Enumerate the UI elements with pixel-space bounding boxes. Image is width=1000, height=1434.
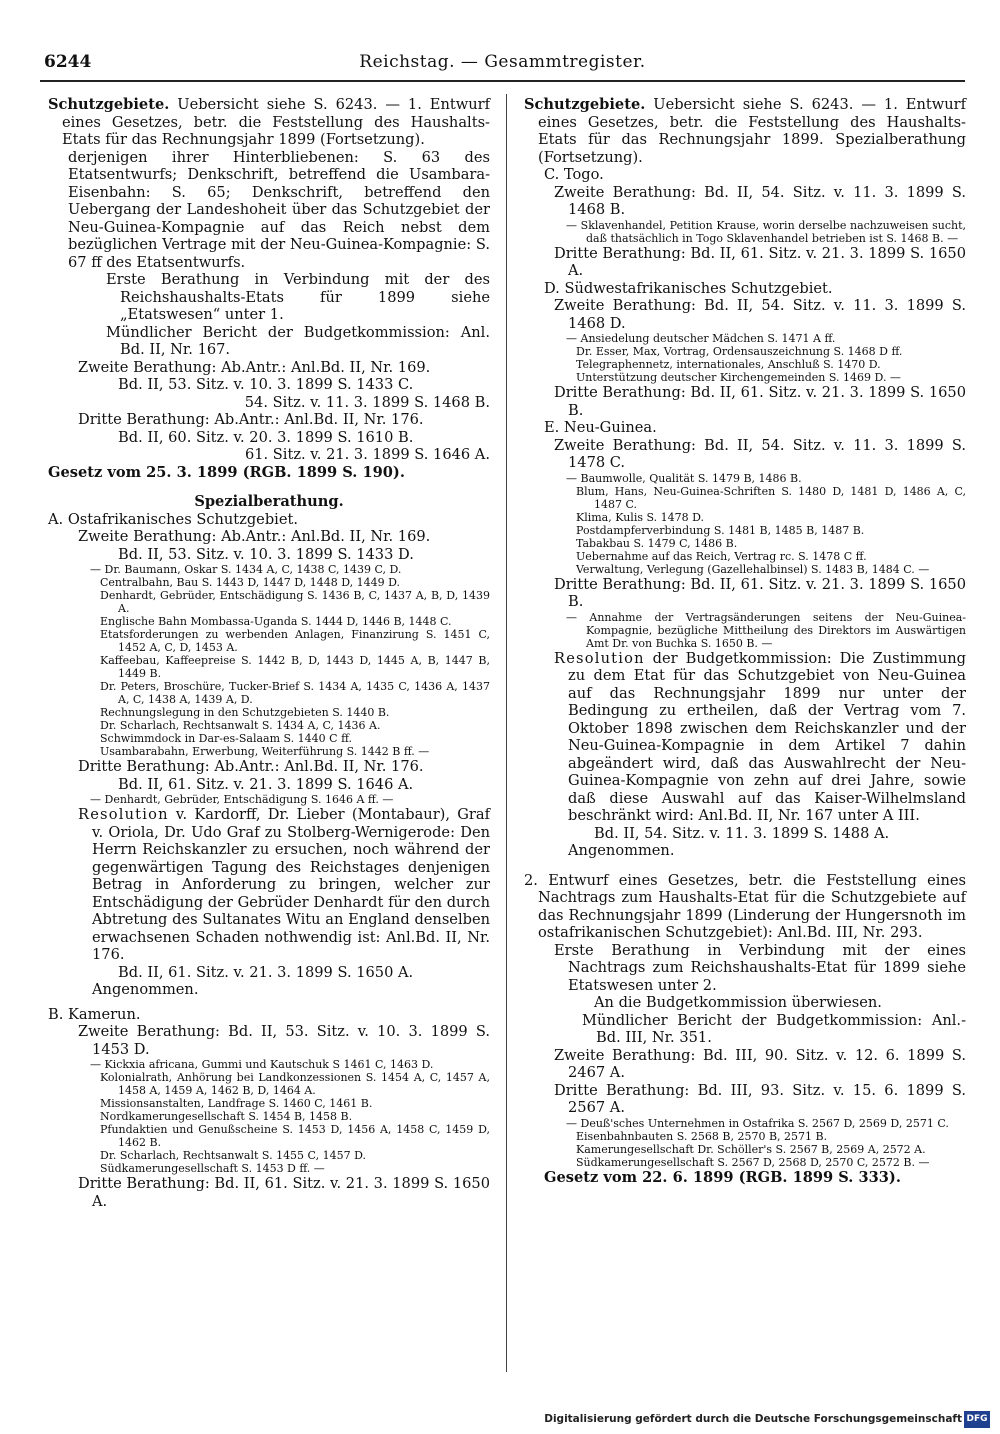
index-entry: D. Südwestafrikanisches Schutzgebiet. <box>544 279 833 297</box>
index-entry: Missionsanstalten, Landfrage S. 1460 C, 1461 B. <box>100 1097 373 1110</box>
index-entry: Rechnungslegung in den Schutzgebieten S. 1440 B. <box>100 706 390 719</box>
index-entry: Zweite Berathung: Bd. II, 54. Sitz. v. 11. 3. 1899 S. 1468 B. <box>554 183 966 218</box>
index-entry: — Baumwolle, Qualität S. 1479 B, 1486 B. <box>566 471 802 485</box>
index-entry: Dr. Peters, Broschüre, Tucker-Brief S. 1434 A, 1435 C, 1436 A, 1437 A, C, 1438 A, 1439 A, D. <box>100 680 490 706</box>
index-entry: Kaffeebau, Kaffeepreise S. 1442 B, D, 1443 D, 1445 A, B, 1447 B, 1449 B. <box>100 654 490 680</box>
index-entry: An die Budgetkommission überwiesen. <box>594 994 882 1011</box>
index-entry: — Sklavenhandel, Petition Krause, worin derselbe nachzuweisen sucht, daß thatsächlich in Togo Sklavenhandel betrieben ist S. 1468 B. — <box>566 218 966 245</box>
index-entry: Eisenbahnbauten S. 2568 B, 2570 B, 2571 B. <box>576 1129 828 1143</box>
index-entry: Schwimmdock in Dar-es-Salaam S. 1440 C ff. <box>100 732 353 745</box>
index-entry: Bd. II, 61. Sitz. v. 21. 3. 1899 S. 1650 A. <box>118 963 414 981</box>
index-entry: Gesetz vom 22. 6. 1899 (RGB. 1899 S. 333). <box>544 1168 901 1186</box>
index-entry: Kamerungesellschaft Dr. Schöller's S. 2567 B, 2569 A, 2572 A. <box>576 1142 926 1156</box>
index-entry: Bd. II, 53. Sitz. v. 10. 3. 1899 S. 1433 C. <box>118 376 414 393</box>
index-entry: — Kickxia africana, Gummi und Kautschuk S 1461 C, 1463 D. <box>90 1058 434 1071</box>
index-entry: Blum, Hans, Neu-Guinea-Schriften S. 1480 D, 1481 D, 1486 A, C, 1487 C. <box>576 484 966 511</box>
index-entry: Centralbahn, Bau S. 1443 D, 1447 D, 1448 D, 1449 D. <box>100 576 401 589</box>
index-entry: Etatsforderungen zu werbenden Anlagen, Finanzirung S. 1451 C, 1452 A, C, D, 1453 A. <box>100 628 490 654</box>
spacer <box>48 481 490 493</box>
index-entry: Bd. II, 61. Sitz. v. 21. 3. 1899 S. 1646 A. <box>118 775 414 793</box>
index-entry: Dritte Berathung: Bd. III, 93. Sitz. v. 15. 6. 1899 S. 2567 A. <box>554 1081 966 1116</box>
index-entry: Gesetz vom 25. 3. 1899 (RGB. 1899 S. 190). <box>48 463 405 481</box>
index-entry: — Denhardt, Gebrüder, Entschädigung S. 1646 A ff. — <box>90 793 394 806</box>
index-entry: E. Neu-Guinea. <box>544 419 657 436</box>
spacer <box>48 999 490 1006</box>
index-entry: A. Ostafrikanisches Schutzgebiet. <box>48 510 298 528</box>
index-entry: Englische Bahn Mombassa-Uganda S. 1444 D, 1446 B, 1448 C. <box>100 615 452 628</box>
index-entry: Zweite Berathung: Bd. II, 53. Sitz. v. 10. 3. 1899 S. 1453 D. <box>78 1023 490 1058</box>
index-entry: Nordkamerungesellschaft S. 1454 B, 1458 B. <box>100 1110 353 1123</box>
index-entry: Bd. II, 53. Sitz. v. 10. 3. 1899 S. 1433 D. <box>118 545 414 563</box>
index-entry: Zweite Berathung: Bd. III, 90. Sitz. v. 12. 6. 1899 S. 2467 A. <box>554 1046 966 1081</box>
page-header <box>40 52 965 78</box>
left-column <box>48 96 490 1210</box>
index-entry: Schutzgebiete. Uebersicht siehe S. 6243. — 1. Entwurf eines Gesetzes, betr. die Feststellung des Haushalts-Etats für das Rechnungsjahr 1899. Spezialberathung (Fortsetzung). <box>524 96 966 166</box>
index-entry: Angenommen. <box>568 842 675 859</box>
index-entry: Uebernahme auf das Reich, Vertrag rc. S. 1478 C ff. <box>576 549 867 563</box>
index-entry: — Dr. Baumann, Oskar S. 1434 A, C, 1438 C, 1439 C, D. <box>90 563 402 576</box>
index-entry: Zweite Berathung: Ab.Antr.: Anl.Bd. II, Nr. 169. <box>78 528 431 545</box>
index-entry: Dr. Esser, Max, Vortrag, Ordensauszeichnung S. 1468 D ff. <box>576 345 903 358</box>
column-divider <box>506 94 507 1372</box>
index-entry: Tabakbau S. 1479 C, 1486 B. <box>576 536 738 550</box>
index-entry: Spezialberathung. <box>194 493 344 510</box>
index-entry: — Ansiedelung deutscher Mädchen S. 1471 A ff. <box>566 332 836 345</box>
index-entry: Dritte Berathung: Bd. II, 61. Sitz. v. 21. 3. 1899 S. 1650 B. <box>554 384 966 419</box>
index-entry: Pfundaktien und Genußscheine S. 1453 D, 1456 A, 1458 C, 1459 D, 1462 B. <box>100 1123 490 1149</box>
index-entry: Mündlicher Bericht der Budgetkommission: Anl.-Bd. III, Nr. 351. <box>582 1011 966 1046</box>
index-entry: Südkamerungesellschaft S. 2567 D, 2568 D, 2570 C, 2572 B. — <box>576 1155 930 1169</box>
index-entry: Südkamerungesellschaft S. 1453 D ff. — <box>100 1162 325 1175</box>
index-entry: Dritte Berathung: Bd. II, 61. Sitz. v. 21. 3. 1899 S. 1650 B. <box>554 575 966 610</box>
index-entry: Schutzgebiete. Uebersicht siehe S. 6243. — 1. Entwurf eines Gesetzes, betr. die Feststellung des Haushalts-Etats für das Rechnungsjahr 1899 (Fortsetzung). <box>48 96 490 148</box>
index-entry: Dr. Scharlach, Rechtsanwalt S. 1434 A, C, 1436 A. <box>100 719 381 732</box>
index-entry: Bd. II, 60. Sitz. v. 20. 3. 1899 S. 1610 B. <box>118 428 414 446</box>
index-entry: Unterstützung deutscher Kirchengemeinden S. 1469 D. — <box>576 371 901 384</box>
right-column <box>524 96 966 1186</box>
index-entry: 61. Sitz. v. 21. 3. 1899 S. 1646 A. <box>244 446 490 463</box>
index-entry: Dritte Berathung: Ab.Antr.: Anl.Bd. II, Nr. 176. <box>78 411 424 428</box>
index-entry: Denhardt, Gebrüder, Entschädigung S. 1436 B, C, 1437 A, B, D, 1439 A. <box>100 589 490 615</box>
index-entry: Zweite Berathung: Bd. II, 54. Sitz. v. 11. 3. 1899 S. 1478 C. <box>554 436 966 471</box>
index-entry: Postdampferverbindung S. 1481 B, 1485 B, 1487 B. <box>576 523 865 537</box>
index-entry: Zweite Berathung: Bd. II, 54. Sitz. v. 11. 3. 1899 S. 1468 D. <box>554 297 966 332</box>
index-entry: Usambarabahn, Erwerbung, Weiterführung S. 1442 B ff. — <box>100 745 430 758</box>
index-entry: Dr. Scharlach, Rechtsanwalt S. 1455 C, 1457 D. <box>100 1149 366 1162</box>
page-title: Reichstag. — Gesammtregister. <box>359 52 646 72</box>
index-entry: Telegraphennetz, internationales, Anschluß S. 1470 D. <box>576 358 881 371</box>
index-entry: 2. Entwurf eines Gesetzes, betr. die Feststellung eines Nachtrags zum Haushalts-Etat für die Schutzgebiete auf das Rechnungsjahr 1899 (Linderung der Hungersnoth im ostafrikanischen Schutzgebiet): Anl.Bd. III, Nr. 293. <box>524 871 966 941</box>
index-entry: Kolonialrath, Anhörung bei Landkonzessionen S. 1454 A, C, 1457 A, 1458 A, 1459 A, 1462 B, D, 1464 A. <box>100 1071 490 1097</box>
dfg-logo: DFG <box>964 1411 990 1428</box>
index-entry: Bd. II, 54. Sitz. v. 11. 3. 1899 S. 1488 A. <box>594 824 890 842</box>
index-entry: derjenigen ihrer Hinterbliebenen: S. 63 des Etatsentwurfs; Denkschrift, betreffend die Usambara-Eisenbahn: S. 65; Denkschrift, betreffend den Uebergang der Landeshoheit über das Schutzgebiet der Neu-Guinea-Kompagnie auf das Reich nebst dem bezüglichen Vertrage mit der Neu-Guinea-Kompagnie: S. 67 ff des Etatsentwurfs. <box>68 148 490 271</box>
index-entry: B. Kamerun. <box>48 1005 141 1023</box>
index-entry: — Deuß'sches Unternehmen in Ostafrika S. 2567 D, 2569 D, 2571 C. <box>566 1116 949 1130</box>
index-entry: 54. Sitz. v. 11. 3. 1899 S. 1468 B. <box>244 393 490 411</box>
header-rule <box>40 80 965 82</box>
spacer <box>524 860 966 872</box>
index-entry: Dritte Berathung: Bd. II, 61. Sitz. v. 21. 3. 1899 S. 1650 A. <box>78 1175 490 1210</box>
index-entry: Erste Berathung in Verbindung mit der eines Nachtrags zum Reichshaushalts-Etat für 1899 siehe Etatswesen unter 2. <box>554 941 966 994</box>
index-entry: Dritte Berathung: Ab.Antr.: Anl.Bd. II, Nr. 176. <box>78 758 424 775</box>
page-number: 6244 <box>44 52 92 72</box>
index-entry: — Annahme der Vertragsänderungen seitens der Neu-Guinea-Kompagnie, bezügliche Mittheilung des Direktors im Auswärtigen Amt Dr. von Buchka S. 1650 B. — <box>566 610 966 650</box>
index-entry: Resolution der Budgetkommission: Die Zustimmung zu dem Etat für das Schutzgebiet von Neu-Guinea auf das Rechnungsjahr 1899 nur unter der Bedingung zu ertheilen, daß der Vertrag vom 7. Oktober 1898 zwischen dem Reichskanzler und der Neu-Guinea-Kompagnie in dem Artikel 7 dahin abgeändert wird, daß das Auswahlrecht der Neu-Guinea-Kompagnie von zehn auf drei Jahre, sowie daß diese Auswahl auf das Kaiser-Wilhelmsland beschränkt wird: Anl.Bd. II, Nr. 167 unter A III. <box>554 649 966 824</box>
index-entry: Klima, Kulis S. 1478 D. <box>576 510 705 524</box>
index-entry: C. Togo. <box>544 166 604 183</box>
index-entry: Dritte Berathung: Bd. II, 61. Sitz. v. 21. 3. 1899 S. 1650 A. <box>554 244 966 279</box>
index-entry: Mündlicher Bericht der Budgetkommission: Anl. Bd. II, Nr. 167. <box>106 323 490 358</box>
index-entry: Verwaltung, Verlegung (Gazellehalbinsel) S. 1483 B, 1484 C. — <box>576 562 930 576</box>
footer <box>0 1411 1000 1431</box>
index-entry: Resolution v. Kardorff, Dr. Lieber (Montabaur), Graf v. Oriola, Dr. Udo Graf zu Stolberg-Wernigerode: Den Herrn Reichskanzler zu ersuchen, noch während der gegenwärtigen Tagung des Reichstages denjenigen Betrag in Anforderung zu bringen, welcher zur Entschädigung der Gebrüder Denhardt für den durch Abtretung des Sultanates Witu an England denselben erwachsenen Schaden nothwendig ist: Anl.Bd. II, Nr. 176. <box>78 806 490 963</box>
index-entry: Zweite Berathung: Ab.Antr.: Anl.Bd. II, Nr. 169. <box>78 358 431 376</box>
index-entry: Angenommen. <box>92 981 199 998</box>
funding-note: Digitalisierung gefördert durch die Deutsche Forschungsgemeinschaft <box>544 1413 962 1425</box>
index-entry: Erste Berathung in Verbindung mit der des Reichshaushalts-Etats für 1899 siehe „Etatswesen“ unter 1. <box>106 271 490 323</box>
